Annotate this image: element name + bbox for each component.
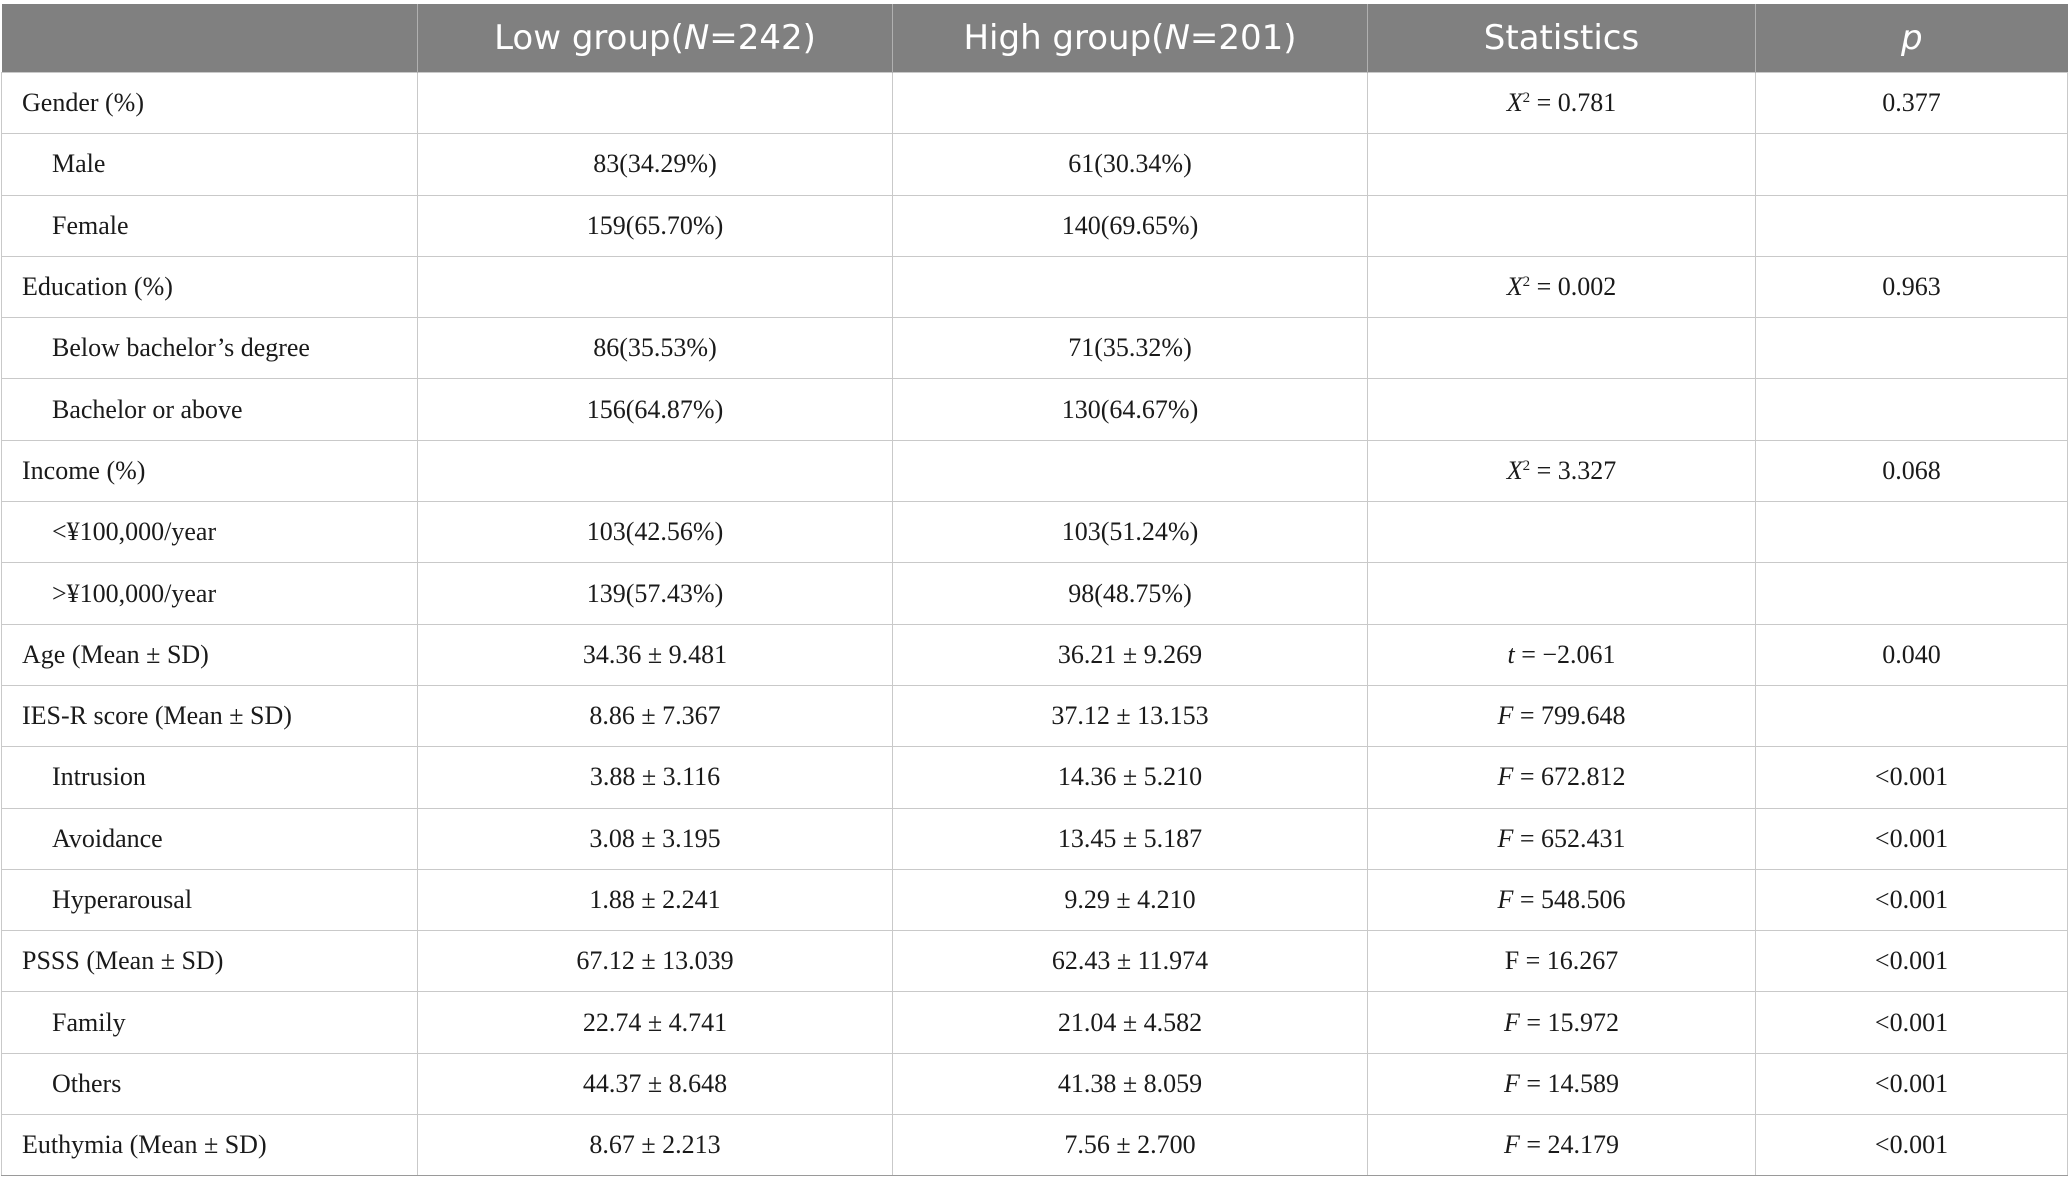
header-high-group: High group(N=201) (893, 4, 1368, 73)
cell-low-group: 86(35.53%) (418, 318, 893, 379)
cell-p-value (1756, 195, 2068, 256)
header-p: p (1756, 4, 2068, 73)
cell-low-group: 159(65.70%) (418, 195, 893, 256)
cell-p-value: <0.001 (1756, 869, 2068, 930)
cell-high-group (893, 256, 1368, 317)
cell-high-group: 140(69.65%) (893, 195, 1368, 256)
cell-low-group: 1.88 ± 2.241 (418, 869, 893, 930)
stat-value: = 3.327 (1530, 455, 1617, 485)
stat-variable: X (1506, 272, 1523, 302)
stat-value: = 548.506 (1513, 885, 1626, 914)
table-row (2, 1115, 2068, 1176)
stat-value: = 799.648 (1513, 701, 1626, 731)
row-label: <¥100,000/year (2, 502, 418, 563)
cell-high-group: 21.04 ± 4.582 (893, 992, 1368, 1053)
stat-variable: F (1497, 762, 1514, 792)
table-row (2, 992, 2068, 1053)
cell-statistics (1368, 624, 1756, 685)
stat-variable: F (1497, 885, 1514, 914)
row-label: Education (%) (2, 256, 418, 317)
row-label: Avoidance (2, 808, 418, 869)
cell-low-group: 8.67 ± 2.213 (418, 1115, 893, 1176)
cell-statistics (1368, 1115, 1756, 1176)
cell-statistics (1368, 73, 1756, 134)
cell-high-group: 98(48.75%) (893, 563, 1368, 624)
cell-high-group: 36.21 ± 9.269 (893, 624, 1368, 685)
row-label: Family (2, 992, 418, 1053)
cell-high-group (893, 440, 1368, 501)
table-row (2, 195, 2068, 256)
row-label: Gender (%) (2, 73, 418, 134)
row-label: IES-R score (Mean ± SD) (2, 685, 418, 746)
stat-value: = 14.589 (1519, 1068, 1620, 1098)
table-row (2, 747, 2068, 808)
cell-p-value (1756, 318, 2068, 379)
row-label: Hyperarousal (2, 869, 418, 930)
cell-p-value: 0.377 (1756, 73, 2068, 134)
cell-high-group: 41.38 ± 8.059 (893, 1053, 1368, 1114)
cell-statistics (1368, 318, 1756, 379)
cell-high-group: 13.45 ± 5.187 (893, 808, 1368, 869)
stat-variable: F (1503, 1007, 1520, 1037)
row-label: Intrusion (2, 747, 418, 808)
row-label: >¥100,000/year (2, 563, 418, 624)
cell-high-group: 37.12 ± 13.153 (893, 685, 1368, 746)
cell-low-group: 156(64.87%) (418, 379, 893, 440)
stat-value: F = 16.267 (1504, 946, 1619, 976)
cell-statistics (1368, 256, 1756, 317)
cell-statistics (1368, 869, 1756, 930)
table-row (2, 563, 2068, 624)
table-row (2, 440, 2068, 501)
row-label: Bachelor or above (2, 379, 418, 440)
comparison-table (1, 4, 2068, 1176)
cell-p-value: <0.001 (1756, 808, 2068, 869)
stat-superscript: 2 (1522, 274, 1531, 291)
row-label: Male (2, 134, 418, 195)
stat-variable: F (1503, 1130, 1520, 1160)
cell-statistics (1368, 502, 1756, 563)
stat-variable: F (1497, 823, 1514, 853)
cell-low-group: 139(57.43%) (418, 563, 893, 624)
cell-p-value: <0.001 (1756, 931, 2068, 992)
cell-p-value (1756, 379, 2068, 440)
cell-p-value (1756, 502, 2068, 563)
table-row (2, 379, 2068, 440)
cell-p-value (1756, 685, 2068, 746)
row-label: Age (Mean ± SD) (2, 624, 418, 685)
cell-statistics (1368, 685, 1756, 746)
stat-superscript: 2 (1522, 457, 1531, 474)
cell-statistics (1368, 134, 1756, 195)
cell-statistics (1368, 195, 1756, 256)
cell-high-group: 7.56 ± 2.700 (893, 1115, 1368, 1176)
stat-value: = 24.179 (1519, 1130, 1620, 1160)
cell-high-group: 62.43 ± 11.974 (893, 931, 1368, 992)
cell-p-value: <0.001 (1756, 1115, 2068, 1176)
table-body (2, 73, 2068, 1176)
stat-variable: F (1497, 701, 1514, 731)
cell-low-group (418, 256, 893, 317)
header-statistics: Statistics (1368, 4, 1756, 73)
stat-superscript: 2 (1522, 90, 1531, 107)
table-row (2, 808, 2068, 869)
cell-high-group: 61(30.34%) (893, 134, 1368, 195)
table-row (2, 502, 2068, 563)
cell-statistics (1368, 379, 1756, 440)
cell-statistics (1368, 1053, 1756, 1114)
header-row (2, 4, 2068, 73)
stat-value: = 15.972 (1519, 1007, 1620, 1037)
cell-p-value: 0.068 (1756, 440, 2068, 501)
table-row (2, 73, 2068, 134)
row-label: Euthymia (Mean ± SD) (2, 1115, 418, 1176)
cell-statistics (1368, 992, 1756, 1053)
cell-high-group: 71(35.32%) (893, 318, 1368, 379)
row-label: Female (2, 195, 418, 256)
stat-value: = −2.061 (1514, 639, 1616, 669)
cell-p-value: 0.040 (1756, 624, 2068, 685)
cell-low-group: 3.88 ± 3.116 (418, 747, 893, 808)
stat-value: = 0.002 (1530, 272, 1617, 302)
cell-p-value: <0.001 (1756, 992, 2068, 1053)
row-label: Income (%) (2, 440, 418, 501)
cell-statistics (1368, 808, 1756, 869)
cell-statistics (1368, 563, 1756, 624)
cell-low-group: 34.36 ± 9.481 (418, 624, 893, 685)
stat-value: = 672.812 (1513, 762, 1626, 792)
table-row (2, 318, 2068, 379)
stat-variable: t (1507, 639, 1515, 669)
cell-high-group: 130(64.67%) (893, 379, 1368, 440)
table-header (2, 4, 2068, 73)
cell-p-value (1756, 134, 2068, 195)
table-row (2, 256, 2068, 317)
cell-high-group: 103(51.24%) (893, 502, 1368, 563)
table-row (2, 931, 2068, 992)
cell-low-group: 8.86 ± 7.367 (418, 685, 893, 746)
cell-statistics (1368, 440, 1756, 501)
table-row (2, 869, 2068, 930)
table-row (2, 1053, 2068, 1114)
table-row (2, 134, 2068, 195)
cell-high-group: 9.29 ± 4.210 (893, 869, 1368, 930)
table-row (2, 685, 2068, 746)
cell-low-group: 22.74 ± 4.741 (418, 992, 893, 1053)
row-label: Below bachelor’s degree (2, 318, 418, 379)
cell-p-value: 0.963 (1756, 256, 2068, 317)
cell-statistics (1368, 931, 1756, 992)
cell-p-value: <0.001 (1756, 1053, 2068, 1114)
cell-low-group: 83(34.29%) (418, 134, 893, 195)
cell-low-group (418, 440, 893, 501)
cell-p-value (1756, 563, 2068, 624)
cell-high-group: 14.36 ± 5.210 (893, 747, 1368, 808)
cell-low-group: 67.12 ± 13.039 (418, 931, 893, 992)
table-row (2, 624, 2068, 685)
header-blank (2, 4, 418, 73)
stat-value: = 652.431 (1513, 823, 1626, 853)
cell-statistics (1368, 747, 1756, 808)
stat-value: = 0.781 (1530, 88, 1617, 118)
row-label: Others (2, 1053, 418, 1114)
cell-low-group: 103(42.56%) (418, 502, 893, 563)
cell-high-group (893, 73, 1368, 134)
cell-low-group: 44.37 ± 8.648 (418, 1053, 893, 1114)
header-low-group: Low group(N=242) (418, 4, 893, 73)
cell-low-group (418, 73, 893, 134)
stat-variable: X (1506, 455, 1523, 485)
stat-variable: F (1503, 1068, 1520, 1098)
row-label: PSSS (Mean ± SD) (2, 931, 418, 992)
stat-variable: X (1506, 88, 1523, 118)
cell-low-group: 3.08 ± 3.195 (418, 808, 893, 869)
cell-p-value: <0.001 (1756, 747, 2068, 808)
